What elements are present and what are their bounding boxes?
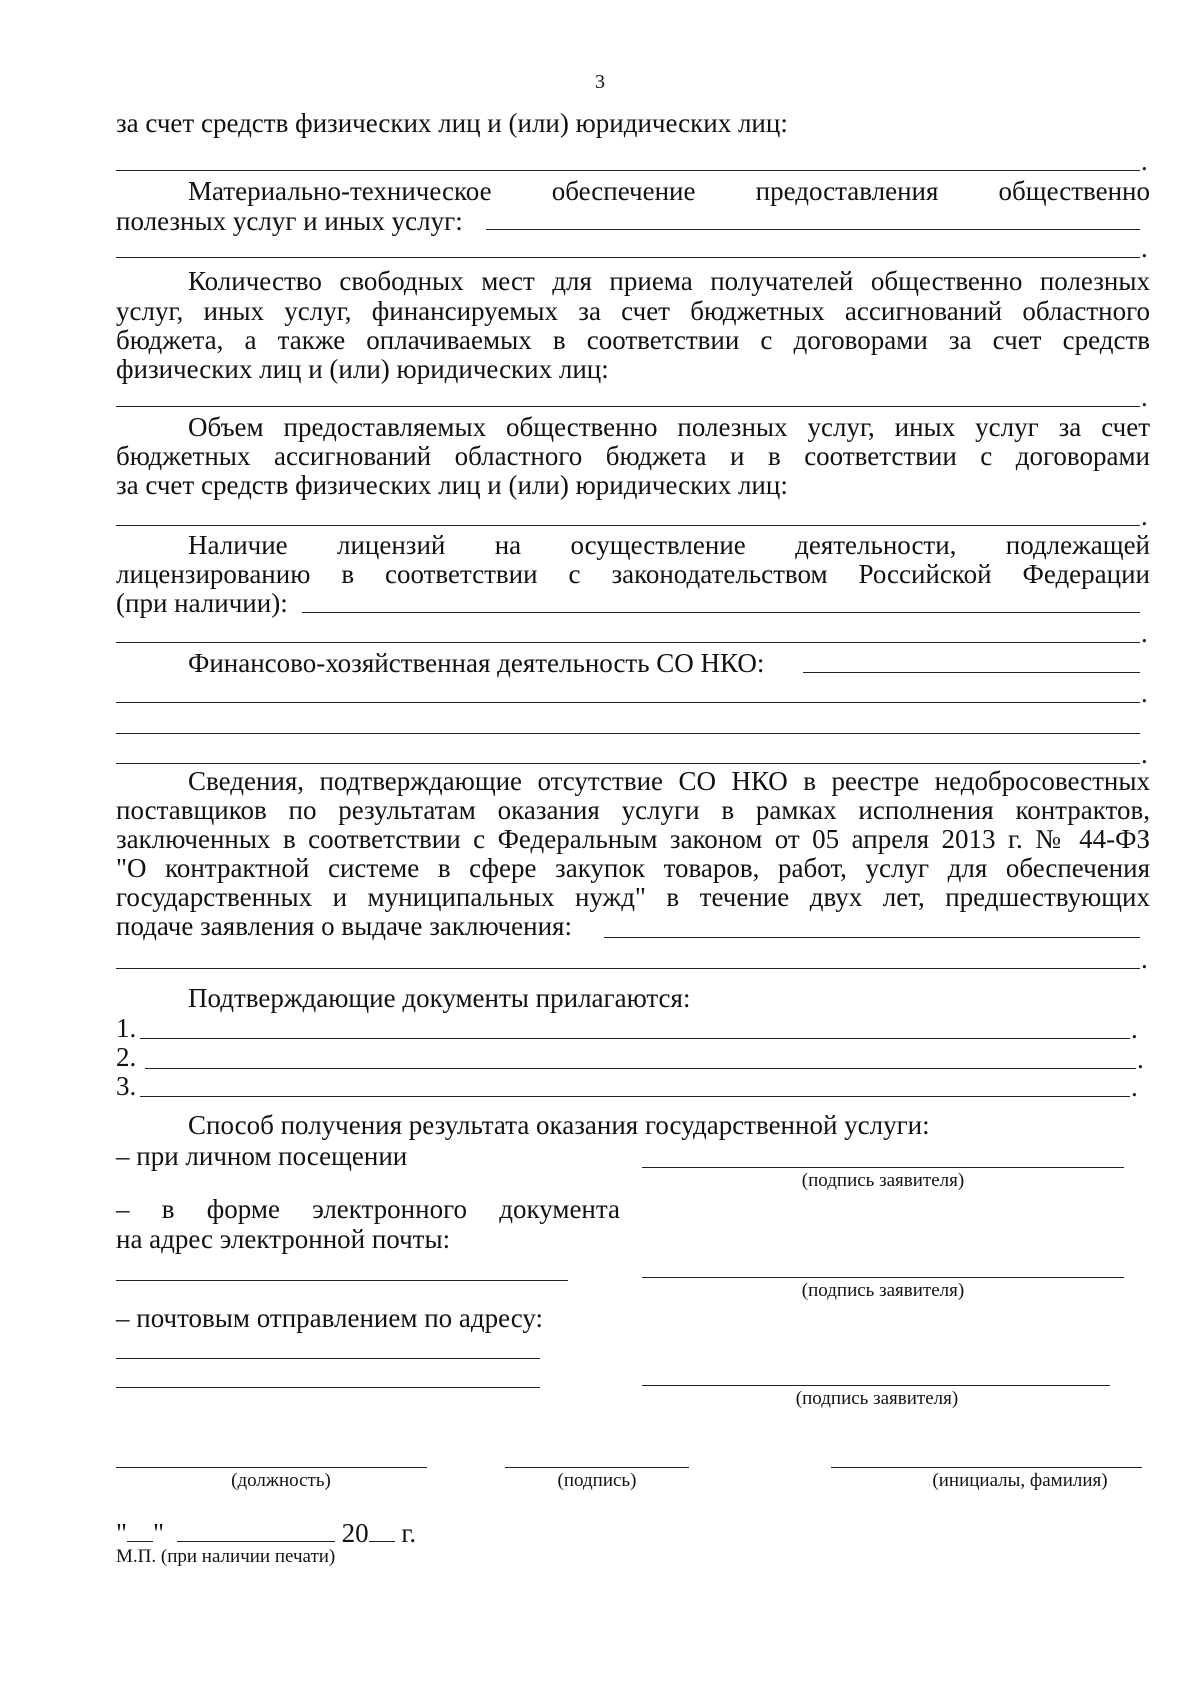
- period: .: [1137, 1044, 1144, 1074]
- info-text-l6: подаче заявления о выдаче заключения:: [116, 911, 572, 941]
- places-text-l3: бюджета, а также оплачиваемых в соответствии с договорами за счет средств: [116, 325, 1150, 355]
- date-year-prefix: 20: [341, 1518, 369, 1548]
- signature-line-caption: (подпись): [557, 1470, 637, 1491]
- info-text-l3: заключенных в соответствии с Федеральным законом от 05 апреля 2013 г. № 44-ФЗ: [116, 824, 1150, 854]
- period: .: [1141, 618, 1148, 648]
- doc-item-line-1[interactable]: [140, 1038, 1130, 1039]
- position-caption: (должность): [231, 1470, 331, 1491]
- email-address-line[interactable]: [116, 1280, 568, 1281]
- method-personal: – при личном посещении: [116, 1141, 408, 1171]
- method-email-l2: на адрес электронной почты:: [116, 1224, 451, 1254]
- info-text-l4: "О контрактной системе в сфере закупок товаров, работ, услуг для обеспечения: [116, 853, 1150, 883]
- license-text-l2: лицензированию в соответствии с законодательством Российской Федерации: [116, 559, 1150, 589]
- fill-line[interactable]: [604, 937, 1140, 938]
- date-year-suffix: г.: [401, 1518, 417, 1548]
- method-heading: Способ получения результата оказания государственной услуги:: [188, 1110, 930, 1140]
- name-line[interactable]: [831, 1467, 1142, 1468]
- month-field[interactable]: [177, 1519, 335, 1542]
- signature-caption: (подпись заявителя): [795, 1388, 959, 1409]
- finance-text: Финансово-хозяйственная деятельность СО НКО:: [188, 648, 765, 678]
- year-field[interactable]: [369, 1519, 395, 1542]
- fill-line[interactable]: [486, 229, 1140, 230]
- period: .: [1141, 678, 1148, 708]
- doc-item-number: 2.: [116, 1042, 137, 1072]
- fill-line[interactable]: [116, 733, 1140, 734]
- signature-line[interactable]: [505, 1467, 689, 1468]
- method-email-l1: – в форме электронного документа: [116, 1194, 620, 1224]
- places-text-l1: Количество свободных мест для приема получателей общественно полезных: [188, 266, 1150, 296]
- fill-line[interactable]: [116, 702, 1140, 703]
- period: .: [1141, 739, 1148, 769]
- period: .: [1141, 382, 1148, 412]
- date-quote-open: ": [116, 1518, 128, 1548]
- fill-line[interactable]: [803, 672, 1140, 673]
- day-field[interactable]: [127, 1519, 153, 1542]
- stamp-caption: М.П. (при наличии печати): [116, 1546, 336, 1567]
- fill-line[interactable]: [116, 763, 1140, 764]
- volume-text-l1: Объем предоставляемых общественно полезных услуг, иных услуг за счет: [188, 412, 1150, 442]
- license-text-l3: (при наличии):: [116, 588, 288, 618]
- fill-line[interactable]: [302, 612, 1140, 613]
- fill-line[interactable]: [116, 968, 1140, 969]
- period: .: [1141, 944, 1148, 974]
- signature-caption: (подпись заявителя): [801, 1170, 965, 1191]
- name-caption: (инициалы, фамилия): [932, 1470, 1108, 1491]
- signature-caption: (подпись заявителя): [801, 1280, 965, 1301]
- doc-item-number: 3.: [116, 1071, 137, 1101]
- position-line[interactable]: [116, 1467, 427, 1468]
- info-text-l2: поставщиков по результатам оказания услуги в рамках исполнения контрактов,: [116, 795, 1150, 825]
- signature-line-personal[interactable]: [642, 1167, 1124, 1168]
- fill-line[interactable]: [116, 525, 1140, 526]
- license-text-l1: Наличие лицензий на осуществление деятельности, подлежащей: [188, 530, 1150, 560]
- fill-line[interactable]: [116, 642, 1140, 643]
- fill-line[interactable]: [116, 257, 1140, 258]
- period: .: [1141, 146, 1148, 176]
- doc-item-line-3[interactable]: [140, 1096, 1130, 1097]
- material-text-l2: полезных услуг и иных услуг:: [116, 206, 463, 236]
- volume-text-l2: бюджетных ассигнований областного бюджета и в соответствии с договорами: [116, 441, 1150, 471]
- method-post: – почтовым отправлением по адресу:: [116, 1303, 544, 1333]
- info-text-l1: Сведения, подтверждающие отсутствие СО НКО в реестре недобросовестных: [188, 766, 1150, 796]
- volume-text-l3: за счет средств физических лиц и (или) юридических лиц:: [116, 470, 788, 500]
- material-text-l1: Материально-техническое обеспечение предоставления общественно: [188, 176, 1150, 206]
- date-row: [116, 1518, 416, 1548]
- signature-line-post[interactable]: [642, 1385, 1110, 1386]
- post-address-line-1[interactable]: [116, 1358, 540, 1359]
- intro-text: за счет средств физических лиц и (или) юридических лиц:: [116, 108, 788, 138]
- docs-heading: Подтверждающие документы прилагаются:: [188, 983, 691, 1013]
- period: .: [1141, 233, 1148, 263]
- period: .: [1131, 1014, 1138, 1044]
- places-text-l4: физических лиц и (или) юридических лиц:: [116, 354, 609, 384]
- period: .: [1141, 501, 1148, 531]
- doc-item-line-2[interactable]: [145, 1068, 1136, 1069]
- signature-line-email[interactable]: [642, 1277, 1124, 1278]
- doc-item-number: 1.: [116, 1013, 137, 1043]
- fill-line[interactable]: [116, 170, 1140, 171]
- period: .: [1131, 1072, 1138, 1102]
- post-address-line-2[interactable]: [116, 1387, 540, 1388]
- info-text-l5: государственных и муниципальных нужд" в течение двух лет, предшествующих: [116, 882, 1150, 912]
- places-text-l2: услуг, иных услуг, финансируемых за счет бюджетных ассигнований областного: [116, 296, 1150, 326]
- page-number: 3: [595, 71, 605, 93]
- fill-line[interactable]: [116, 406, 1140, 407]
- date-quote-close: ": [153, 1518, 165, 1548]
